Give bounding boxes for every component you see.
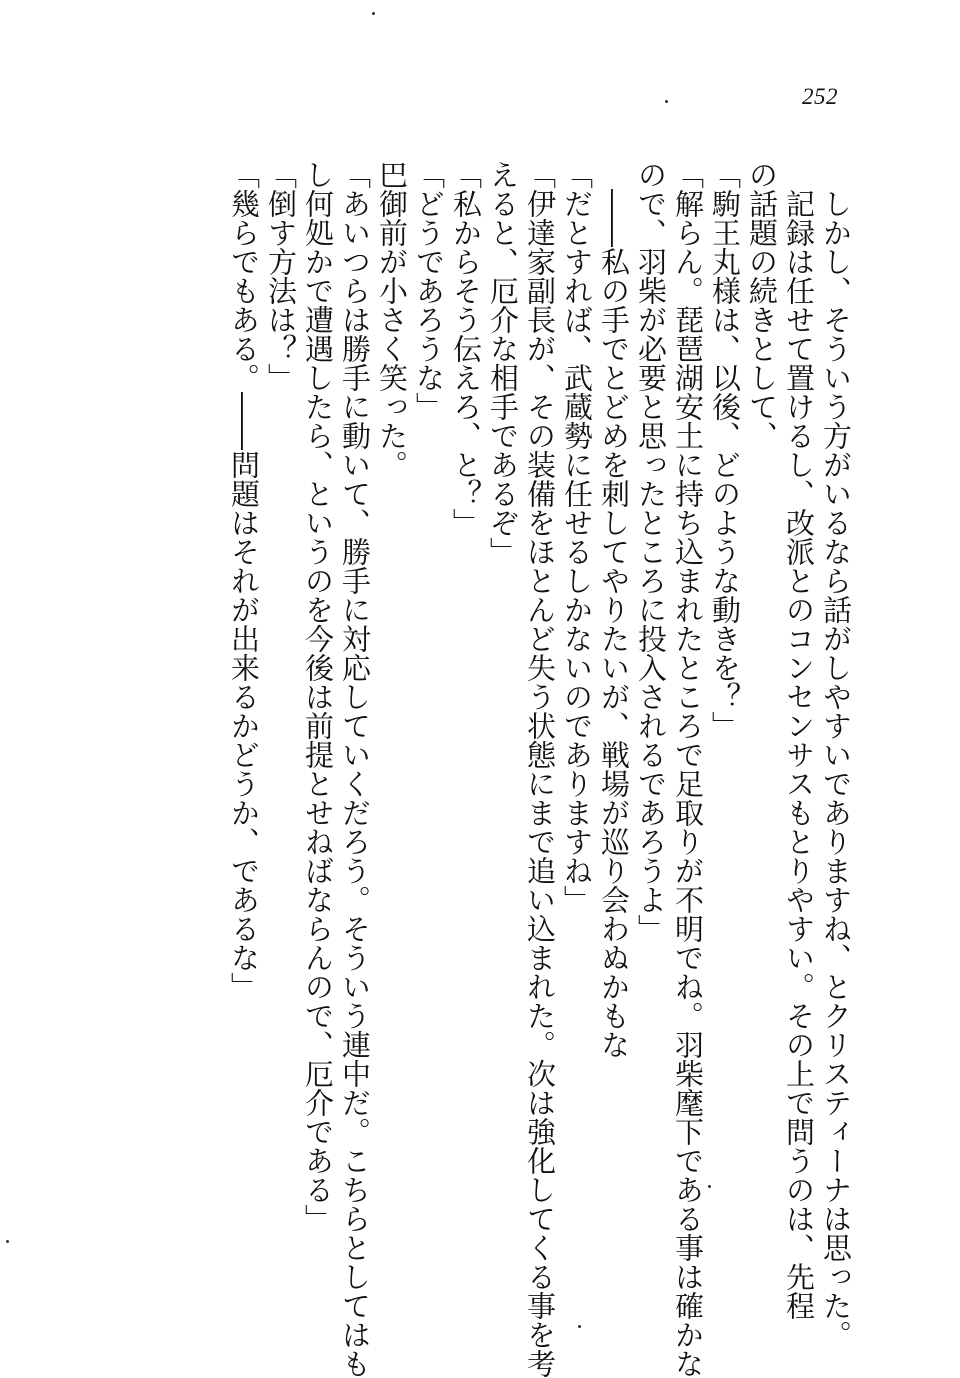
text-column-11: 「私からそう伝えろ、と？」 <box>449 160 483 537</box>
text-column-16: 「倒す方法は？」 <box>264 160 298 392</box>
text-column-8: 「だとすれば、武蔵勢に任せるしかないのでありますね」 <box>560 160 594 914</box>
novel-text-block <box>225 160 854 1378</box>
text-column-6: ので、羽柴が必要と思ったところに投入されるであろうよ」 <box>634 160 668 943</box>
text-column-5: 「解らん。琵琶湖安土に持ち込まれたところで足取りが不明でね。羽柴麾下である事は確かな <box>671 160 705 1378</box>
scan-speck <box>6 1240 9 1243</box>
text-column-7: ――私の手でとどめを刺してやりたいが、戦場が巡り会わぬかもな <box>597 189 631 1059</box>
text-column-13: 巴御前が小さく笑った。 <box>375 160 409 479</box>
text-column-15: し何処かで遭遇したら、というのを今後は前提とせねばならんので、厄介である」 <box>301 160 335 1233</box>
scan-speck <box>708 1185 711 1188</box>
text-column-14: 「あいつらは勝手に動いて、勝手に対応していくだろう。そういう連中だ。こちらとしてはも <box>338 160 372 1378</box>
text-column-10: えると、厄介な相手であるぞ」 <box>486 160 520 566</box>
text-column-2: 記録は任せて置けるし、改派とのコンセンサスもとりやすい。その上で問うのは、先程 <box>782 189 816 1320</box>
scan-speck <box>372 12 375 15</box>
text-column-9: 「伊達家副長が、その装備をほとんど失う状態にまで追い込まれた。次は強化してくる事を考 <box>523 160 557 1378</box>
text-column-1: しかし、そういう方がいるなら話がしやすいでありますね、とクリスティーナは思った。 <box>819 189 853 1349</box>
text-column-3: の話題の続きとして、 <box>745 160 779 450</box>
scan-speck <box>665 100 668 103</box>
text-column-4: 「駒王丸様は、以後、どのような動きを？」 <box>708 160 742 740</box>
page-number: 252 <box>802 84 838 109</box>
text-column-17: 「幾らでもある。――問題はそれが出来るかどうか、であるな」 <box>227 160 261 1001</box>
scan-speck <box>578 1325 581 1328</box>
text-column-12: 「どうであろうな」 <box>412 160 446 421</box>
